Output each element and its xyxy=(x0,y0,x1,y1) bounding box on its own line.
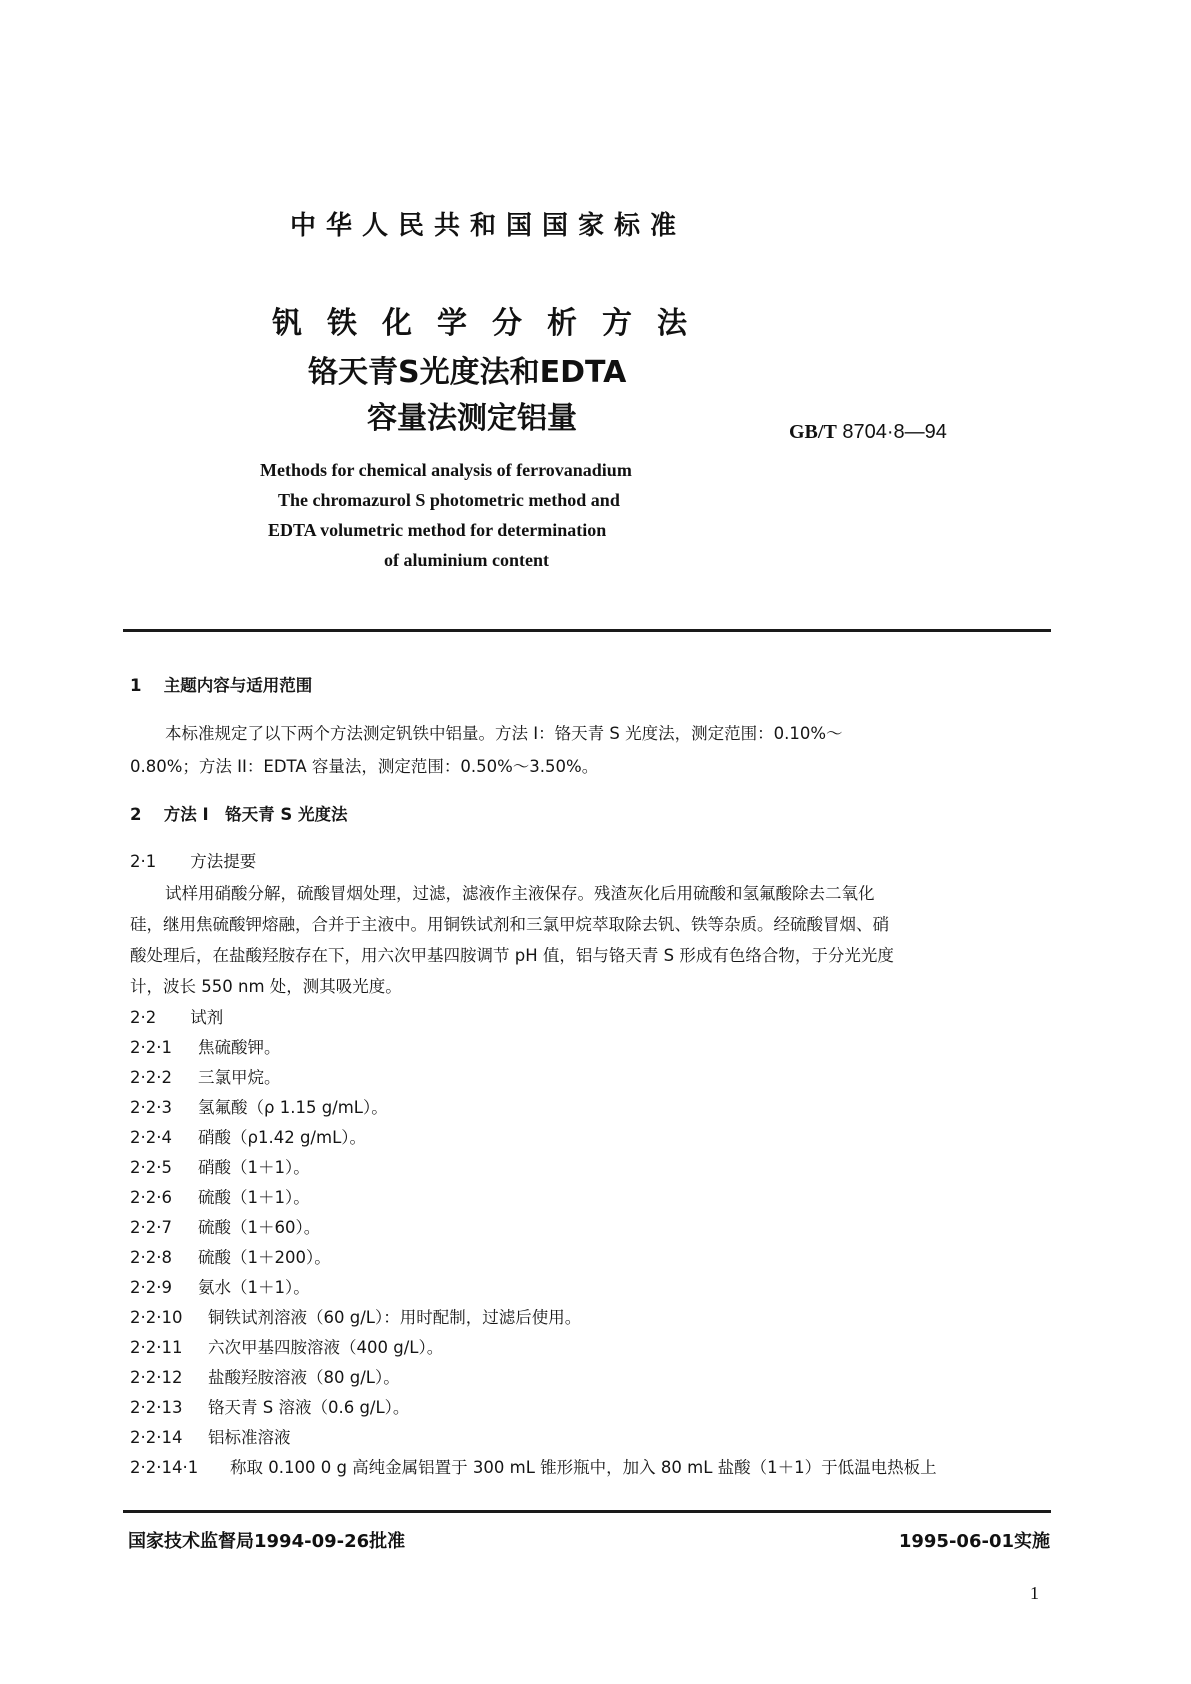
section-title: 主题内容与适用范围 xyxy=(163,676,313,695)
paragraph-line: 计，波长 550 nm 处，测其吸光度。 xyxy=(130,977,402,996)
reagent-item xyxy=(130,1334,443,1358)
reagent-item xyxy=(130,1184,310,1208)
english-title-line-1: Methods for chemical analysis of ferrovanadium xyxy=(260,460,632,480)
item-number: 2·2·14·1 xyxy=(130,1458,199,1477)
item-text: 硝酸（1＋1）。 xyxy=(198,1158,310,1177)
section-title: 方法 I 铬天青 S 光度法 xyxy=(163,805,348,824)
section-1-paragraph-line-2: 0.80%；方法 II：EDTA 容量法，测定范围：0.50%～3.50%。 xyxy=(130,757,599,776)
page-number: 1 xyxy=(1030,1583,1039,1603)
english-title-line-2: The chromazurol S photometric method and xyxy=(278,490,620,510)
section-number: 1 xyxy=(130,676,142,695)
reagent-item xyxy=(130,1454,937,1478)
item-number: 2·2·3 xyxy=(130,1098,172,1117)
item-number: 2·2·7 xyxy=(130,1218,172,1237)
item-number: 2·2·2 xyxy=(130,1068,172,1087)
section-1-paragraph-line-1: 本标准规定了以下两个方法测定钒铁中铝量。方法 I：铬天青 S 光度法，测定范围：0.10%～ xyxy=(165,724,843,743)
item-number: 2·2·5 xyxy=(130,1158,172,1177)
reagent-item xyxy=(130,1214,320,1238)
item-text: 铜铁试剂溶液（60 g/L）：用时配制，过滤后使用。 xyxy=(208,1308,582,1327)
reagent-item xyxy=(130,1094,388,1118)
section-number: 2 xyxy=(130,805,142,824)
header-divider xyxy=(123,629,1051,632)
item-text: 铬天青 S 溶液（0.6 g/L）。 xyxy=(208,1398,410,1417)
standard-type-heading: 中华人民共和国国家标准 xyxy=(290,211,687,241)
paragraph-line: 酸处理后，在盐酸羟胺存在下，用六次甲基四胺调节 pH 值，铝与铬天青 S 形成有色络合物，于分光光度 xyxy=(130,946,894,965)
approval-line: 国家技术监督局1994-09-26批准 xyxy=(128,1531,406,1552)
item-text: 硫酸（1＋200）。 xyxy=(198,1248,331,1267)
title-line-1: 钒铁化学分析方法 xyxy=(272,306,712,341)
item-number: 2·2·1 xyxy=(130,1038,172,1057)
standard-code: 8704·8—94 xyxy=(842,421,947,443)
item-number: 2·2·14 xyxy=(130,1428,183,1447)
reagent-item xyxy=(130,1274,310,1298)
reagent-item xyxy=(130,1244,331,1268)
item-text: 铝标准溶液 xyxy=(208,1428,291,1447)
reagent-item xyxy=(130,1424,291,1448)
effective-date-line: 1995-06-01实施 xyxy=(898,1531,1050,1552)
section-title: 试剂 xyxy=(190,1008,224,1027)
reagent-item xyxy=(130,1364,400,1388)
item-text: 盐酸羟胺溶液（80 g/L）。 xyxy=(208,1368,400,1387)
item-text: 硫酸（1＋60）。 xyxy=(198,1218,321,1237)
item-number: 2·2·13 xyxy=(130,1398,183,1417)
title-line-3: 容量法测定铝量 xyxy=(367,401,577,436)
reagent-item xyxy=(130,1034,281,1058)
paragraph-line: 试样用硝酸分解，硫酸冒烟处理，过滤，滤液作主液保存。残渣灰化后用硫酸和氢氟酸除去二氧化 xyxy=(165,884,875,903)
standard-number xyxy=(789,421,947,444)
title-line-2: 铬天青S光度法和EDTA xyxy=(308,355,627,390)
section-number: 2·1 xyxy=(130,852,157,871)
item-number: 2·2·6 xyxy=(130,1188,172,1207)
item-number: 2·2·4 xyxy=(130,1128,172,1147)
footer-divider xyxy=(123,1510,1051,1513)
item-number: 2·2·12 xyxy=(130,1368,183,1387)
item-text: 六次甲基四胺溶液（400 g/L）。 xyxy=(208,1338,444,1357)
item-number: 2·2·9 xyxy=(130,1278,172,1297)
item-text: 三氯甲烷。 xyxy=(198,1068,281,1087)
item-number: 2·2·10 xyxy=(130,1308,183,1327)
section-number: 2·2 xyxy=(130,1008,157,1027)
subsection-2-2-heading xyxy=(130,1004,223,1028)
section-2-heading xyxy=(130,801,348,825)
item-number: 2·2·8 xyxy=(130,1248,172,1267)
item-number: 2·2·11 xyxy=(130,1338,183,1357)
standard-prefix: GB/T xyxy=(789,421,837,443)
paragraph-line: 硅，继用焦硫酸钾熔融，合并于主液中。用铜铁试剂和三氯甲烷萃取除去钒、铁等杂质。经硫酸冒烟、硝 xyxy=(130,915,889,934)
subsection-2-1-heading xyxy=(130,848,256,872)
english-title-line-4: of aluminium content xyxy=(384,550,550,570)
reagent-item xyxy=(130,1394,409,1418)
section-title: 方法提要 xyxy=(190,852,257,871)
reagent-item xyxy=(130,1124,366,1148)
reagent-item xyxy=(130,1154,310,1178)
english-title-line-3: EDTA volumetric method for determination xyxy=(268,520,607,540)
item-text: 焦硫酸钾。 xyxy=(198,1038,281,1057)
item-text: 硝酸（ρ1.42 g/mL）。 xyxy=(198,1128,367,1147)
item-text: 硫酸（1＋1）。 xyxy=(198,1188,310,1207)
reagent-item xyxy=(130,1304,581,1328)
reagent-item xyxy=(130,1064,281,1088)
section-1-heading xyxy=(130,672,312,696)
item-text: 氢氟酸（ρ 1.15 g/mL）。 xyxy=(198,1098,388,1117)
item-text: 氨水（1＋1）。 xyxy=(198,1278,310,1297)
item-text: 称取 0.100 0 g 高纯金属铝置于 300 mL 锥形瓶中，加入 80 mL 盐酸（1＋1）于低温电热板上 xyxy=(230,1458,937,1477)
